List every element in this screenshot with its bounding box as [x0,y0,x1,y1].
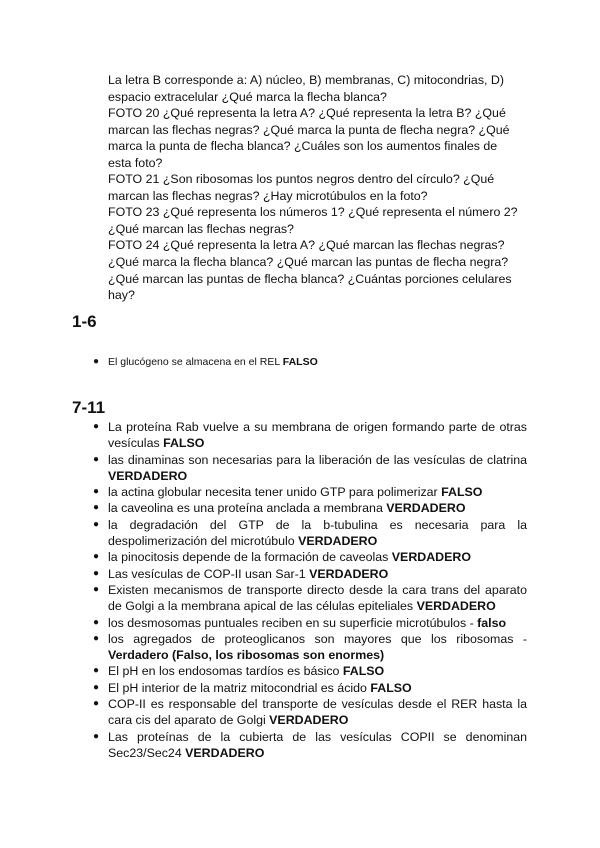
bullet-icon: ● [93,518,100,530]
bullet-icon: ● [93,502,100,514]
statement-text: la actina globular necesita tener unido GTP para polimerizar [108,485,442,500]
list-item [93,663,527,679]
section-heading-7-11: 7-11 [72,398,106,417]
answer-label: VERDADERO [269,713,349,728]
answer-label: Verdadero (Falso, los ribosomas son enormes) [108,648,385,663]
intro-paragraph: FOTO 21 ¿Son ribosomas los puntos negros dentro del círculo? ¿Qué marcan las flechas negras? ¿Hay microtúbulos en la foto? [108,172,495,203]
section-1-list [93,354,513,370]
answer-label: VERDADERO [108,468,188,483]
section-2-list [93,419,527,761]
statement-text: la caveolina es una proteína anclada a membrana [108,501,387,516]
list-item [93,582,527,615]
statement-text: Existen mecanismos de transporte directo desde la cara trans del aparato de Golgi a la membrana apical de las células epiteliales [108,582,527,614]
list-item [93,729,527,762]
statement-text: los agregados de proteoglicanos son mayores que los ribosomas - [108,631,527,646]
statement-text: Las vesículas de COP-II usan Sar-1 [108,566,310,581]
statement-text: El glucógeno se almacena en el REL [108,356,283,368]
bullet-icon: ● [93,551,100,563]
answer-label: VERDADERO [386,501,466,516]
intro-paragraph: FOTO 20 ¿Qué representa la letra A? ¿Qué representa la letra B? ¿Qué marcan las flechas negras? ¿Qué marca la punta de flecha negra? ¿Qué marca la punta de flecha blanca? ¿Cuáles son los aumentos finales de esta foto? [108,106,510,170]
list-item [93,500,527,516]
statement-text: La proteína Rab vuelve a su membrana de origen formando parte de otras vesículas [108,420,527,451]
answer-label: VERDADERO [309,566,389,581]
bullet-icon: ● [93,665,100,677]
list-item [93,566,527,582]
bullet-icon: ● [93,632,100,644]
statement-text: los desmosomas puntuales reciben en su superficie microtúbulos - [108,615,478,630]
answer-label: FALSO [282,356,318,368]
bullet-icon: ● [93,453,100,465]
answer-label: FALSO [370,680,412,695]
statement-text: COP-II es responsable del transporte de vesículas desde el RER hasta la cara cis del aparato de Golgi [108,697,527,728]
list-item [93,631,527,664]
bullet-icon: ● [93,730,100,742]
bullet-icon: ● [93,698,100,710]
statement-text: las dinaminas son necesarias para la liberación de las vesículas de clatrina [108,452,527,467]
bullet-icon: ● [93,356,100,367]
list-item [93,419,527,452]
statement-text: El pH en los endosomas tardíos es básico [108,664,343,679]
bullet-icon: ● [93,681,100,693]
intro-paragraph: La letra B corresponde a: A) núcleo, B) membranas, C) mitocondrias, D) espacio extracelular ¿Qué marca la flecha blanca? [108,73,504,104]
list-item [93,615,527,631]
bullet-icon: ● [93,567,100,579]
list-item [93,696,527,729]
answer-label: FALSO [342,664,385,679]
list-item [93,484,527,500]
bullet-icon: ● [93,583,100,595]
answer-label: VERDADERO [298,534,378,549]
answer-label: VERDADERO [416,599,496,614]
list-item [93,517,527,550]
statement-text: El pH interior de la matriz mitocondrial es ácido [108,680,371,695]
list-item [93,680,527,696]
intro-paragraph: FOTO 23 ¿Qué representa los números 1? ¿Qué representa el número 2? ¿Qué marcan las flechas negras? [108,205,518,236]
answer-label: FALSO [163,436,205,451]
statement-text: la pinocitosis depende de la formación de caveolas [108,550,392,565]
intro-questions [108,72,518,304]
bullet-icon: ● [93,421,100,432]
bullet-icon: ● [93,616,100,628]
answer-label: VERDADERO [185,745,265,760]
answer-label: falso [477,615,507,630]
list-item [93,452,527,485]
statement-text: Las proteínas de la cubierta de las vesículas COPII se denominan Sec23/Sec24 [108,729,527,760]
list-item [93,549,527,565]
section-heading-1-6: 1-6 [72,312,97,331]
intro-paragraph: FOTO 24 ¿Qué representa la letra A? ¿Qué marcan las flechas negras? ¿Qué marca la flecha blanca? ¿Qué marcan las puntas de flecha negra? ¿Qué marcan las puntas de flecha blanca? ¿Cuántas porciones celulares hay? [108,238,512,303]
answer-label: VERDADERO [391,550,471,565]
list-item [93,354,513,370]
answer-label: FALSO [441,485,483,500]
bullet-icon: ● [93,486,100,498]
statement-text: la degradación del GTP de la b-tubulina es necesaria para la despolimerización del microtúbulo [108,517,527,549]
